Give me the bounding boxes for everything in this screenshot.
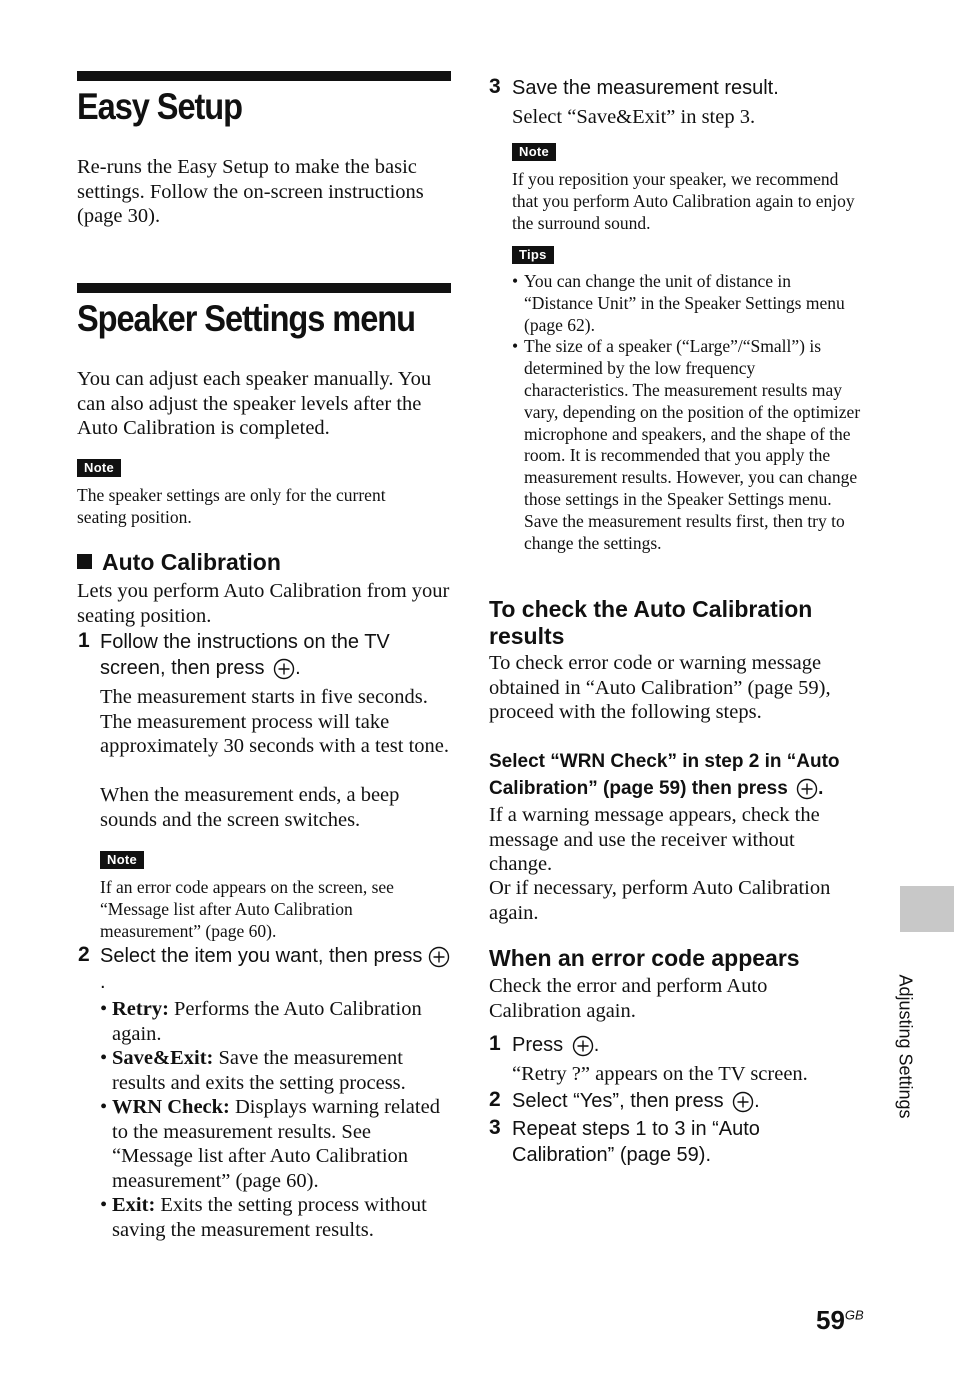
page-number: [816, 1305, 864, 1336]
tips-badge: Tips: [512, 246, 554, 264]
auto-calibration-body: Lets you perform Auto Calibration from your seating position.: [77, 580, 450, 627]
list-item: [100, 1193, 452, 1242]
note-badge: Note: [512, 143, 556, 161]
error-step-1-text: Press .: [512, 1034, 600, 1056]
step-3-detail: Select “Save&Exit” in step 3.: [512, 106, 756, 128]
note-badge: Note: [77, 459, 121, 477]
chapter-tab: [900, 886, 954, 932]
check-results-heading: To check the Auto Calibration results: [489, 596, 813, 649]
step-number: 3: [489, 75, 501, 98]
check-results-body: To check error code or warning message obtained in “Auto Calibration” (page 59), proceed with the following steps.: [489, 652, 831, 723]
step-number: 3: [489, 1116, 501, 1139]
enter-plus-circle-icon: [796, 778, 818, 800]
note-text: The speaker settings are only for the current seating position.: [77, 485, 386, 527]
list-item: [100, 1046, 452, 1095]
step-number: 2: [78, 943, 90, 966]
wrn-check-body-a: If a warning message appears, check the message and use the receiver without change.: [489, 804, 820, 875]
black-square-icon: [77, 554, 92, 569]
wrn-check-heading: Select “WRN Check” in step 2 in “Auto Calibration” (page 59) then press .: [489, 751, 840, 799]
easy-setup-title: Easy Setup: [77, 86, 242, 127]
auto-calibration-heading-text: Auto Calibration: [102, 549, 281, 575]
option-term: Exit:: [112, 1194, 156, 1216]
error-code-body: Check the error and perform Auto Calibration again.: [489, 975, 768, 1022]
wrn-check-heading-text: Select “WRN Check” in step 2 in “Auto Calibration” (page 59) then press: [489, 751, 840, 799]
step-number: 2: [489, 1088, 501, 1111]
step-1-detail-a: The measurement starts in five seconds. The measurement process will take approximately 30 seconds with a test tone.: [100, 686, 449, 757]
list-item: [100, 997, 452, 1046]
enter-plus-circle-icon: [273, 658, 295, 680]
option-term: Save&Exit:: [112, 1047, 214, 1069]
tips-list: [512, 271, 862, 554]
enter-plus-circle-icon: [572, 1035, 594, 1057]
enter-plus-circle-icon: [428, 946, 450, 968]
step-2-text: Select the item you want, then press .: [100, 943, 452, 995]
note-text: If you reposition your speaker, we recommend that you perform Auto Calibration again to enjoy the surround sound.: [512, 169, 855, 233]
options-list: [100, 997, 452, 1242]
section-rule: [77, 71, 451, 81]
chapter-tab-label: Adjusting Settings: [895, 974, 916, 1119]
step-3-text: Save the measurement result.: [512, 77, 779, 99]
step-1-label: Follow the instructions on the TV screen, then press: [100, 631, 390, 679]
error-step-3-text: Repeat steps 1 to 3 in “Auto Calibration” (page 59).: [512, 1118, 760, 1166]
error-step-2-text: Select “Yes”, then press .: [512, 1090, 760, 1112]
step-1-detail-b: When the measurement ends, a beep sounds and the screen switches.: [100, 784, 400, 831]
option-desc: Performs the Auto Calibration again.: [112, 998, 422, 1045]
option-term: WRN Check:: [112, 1096, 230, 1118]
step-2-label: Select the item you want, then press: [100, 945, 423, 967]
error-code-heading: When an error code appears: [489, 945, 800, 971]
speaker-settings-body: You can adjust each speaker manually. You can also adjust the speaker levels after the Auto Calibration is completed.: [77, 368, 432, 439]
list-item: • You can change the unit of distance in “Distance Unit” in the Speaker Settings menu (page 62).: [512, 271, 862, 336]
error-step-1-detail: “Retry ?” appears on the TV screen.: [512, 1063, 808, 1085]
speaker-settings-title: Speaker Settings menu: [77, 298, 415, 339]
section-rule: [77, 283, 451, 293]
option-desc: Displays warning related to the measurement results. See “Message list after Auto Calibration measurement” (page 60).: [112, 1096, 440, 1192]
note-badge: Note: [100, 851, 144, 869]
easy-setup-body: Re-runs the Easy Setup to make the basic settings. Follow the on-screen instructions (page 30).: [77, 156, 424, 227]
auto-calibration-heading: [77, 549, 281, 576]
step-number: 1: [489, 1032, 501, 1055]
enter-plus-circle-icon: [732, 1091, 754, 1113]
wrn-check-body-b: Or if necessary, perform Auto Calibration again.: [489, 877, 831, 924]
step-1-text: Follow the instructions on the TV screen, then press .: [100, 631, 390, 679]
list-item: • The size of a speaker (“Large”/“Small”) is determined by the low frequency characteristics. The measurement results may vary, depending on the position of the optimizer microphone and speakers, and the shape of the room. It is recommended that you apply the measurement results. However, you can change those settings in the Speaker Settings menu. Save the measurement results first, then try to change the settings.: [512, 336, 862, 554]
list-item: [100, 1095, 452, 1193]
page-number-suffix: GB: [844, 1307, 864, 1323]
error-step-1-label: Press: [512, 1034, 564, 1056]
option-desc: Save the measurement results and exits the setting process.: [112, 1047, 406, 1094]
option-desc: Exits the setting process without saving the measurement results.: [112, 1194, 427, 1241]
step-number: 1: [78, 629, 90, 652]
note-text: If an error code appears on the screen, see “Message list after Auto Calibration measurement” (page 60).: [100, 877, 394, 941]
option-term: Retry:: [112, 998, 169, 1020]
page-number-value: 59: [816, 1305, 845, 1335]
error-step-2-label: Select “Yes”, then press: [512, 1090, 724, 1112]
